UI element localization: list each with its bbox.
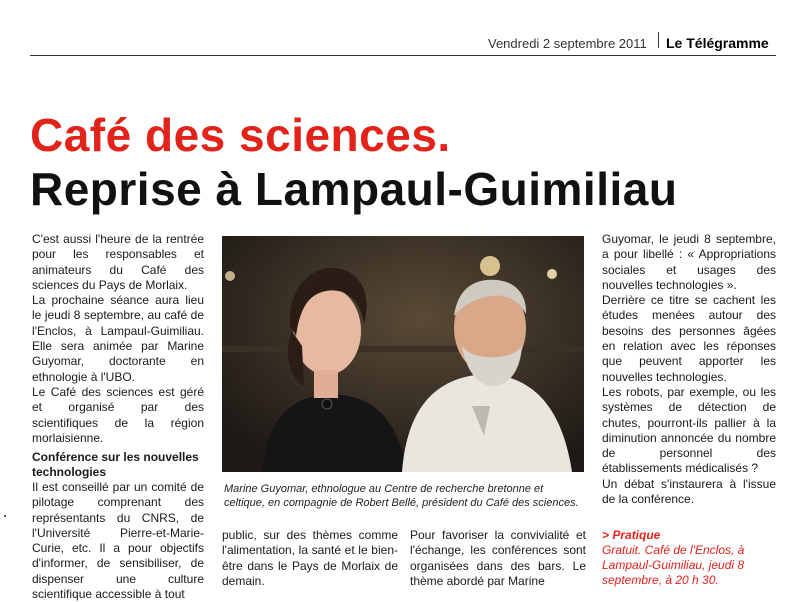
- header-separator: [658, 32, 659, 48]
- scan-speck: [4, 515, 6, 517]
- photo-caption: Marine Guyomar, ethnologue au Centre de recherche bretonne et celtique, en compagnie de Robert Bellé, président du Café des sciences.: [224, 483, 579, 509]
- paragraph: Pour favoriser la convivialité et l'échange, les conférences sont organisées dans des bars. Le thème abordé par Marine: [410, 528, 586, 588]
- paragraph: Le Café des sciences est géré et organisé par des scientifiques de la région morlaisienne.: [32, 384, 204, 445]
- paragraph: La prochaine séance aura lieu le jeudi 8 septembre, au café de l'Enclos, à Lampaul-Guimiliau. Elle sera animée par Marine Guyomar, doctorante en ethnologie à l'UBO.: [32, 293, 204, 384]
- subheading: Conférence sur les nouvelles technologies: [32, 450, 199, 479]
- headline-line1: Café des sciences.: [30, 109, 451, 161]
- paragraph: Guyomar, le jeudi 8 septembre, a pour libellé : « Appropriations sociales et usages des nouvelles technologies ».: [602, 232, 776, 292]
- paragraph: Un débat s'instaurera à l'issue de la conférence.: [602, 476, 776, 507]
- article-column-4: [602, 232, 776, 507]
- paragraph: Il est conseillé par un comité de pilotage comprenant des représentants du CNRS, de l'Université Pierre-et-Marie-Curie, etc. Il a pour objectifs d'informer, de sensibiliser, de dispenser une culture scientifique accessible à tout: [32, 480, 204, 602]
- article-column-1: [32, 232, 204, 446]
- practical-info: [602, 528, 778, 588]
- practical-label: > Pratique: [602, 528, 661, 542]
- paragraph: public, sur des thèmes comme l'alimentation, la santé et le bien-être dans le Pays de Morlaix de demain.: [222, 528, 398, 588]
- photo-illustration: [222, 236, 584, 472]
- article-column-1-continued: [32, 480, 204, 602]
- header-rule: [30, 55, 776, 56]
- publication-date: Vendredi 2 septembre 2011: [488, 36, 647, 51]
- paragraph: Derrière ce titre se cachent les études menées autour des besoins des personnes âgées en relation avec les réponses que peuvent apporter les nouvelles technologies.: [602, 293, 776, 384]
- article-photo: [222, 236, 584, 472]
- practical-text: Gratuit. Café de l'Enclos, à Lampaul-Guimiliau, jeudi 8 septembre, à 20 h 30.: [602, 543, 745, 587]
- paragraph: Les robots, par exemple, ou les systèmes de détection de chutes, pourront-ils pallier à la diminution annoncée du nombre de personnel des établissements médicalisés ?: [602, 384, 776, 476]
- newspaper-name: Le Télégramme: [666, 35, 769, 51]
- paragraph: C'est aussi l'heure de la rentrée pour les responsables et animateurs du Café des sciences du Pays de Morlaix.: [32, 232, 204, 292]
- headline-line2: Reprise à Lampaul-Guimiliau: [30, 163, 678, 215]
- article-column-2: [222, 528, 398, 589]
- article-column-3: [410, 528, 586, 589]
